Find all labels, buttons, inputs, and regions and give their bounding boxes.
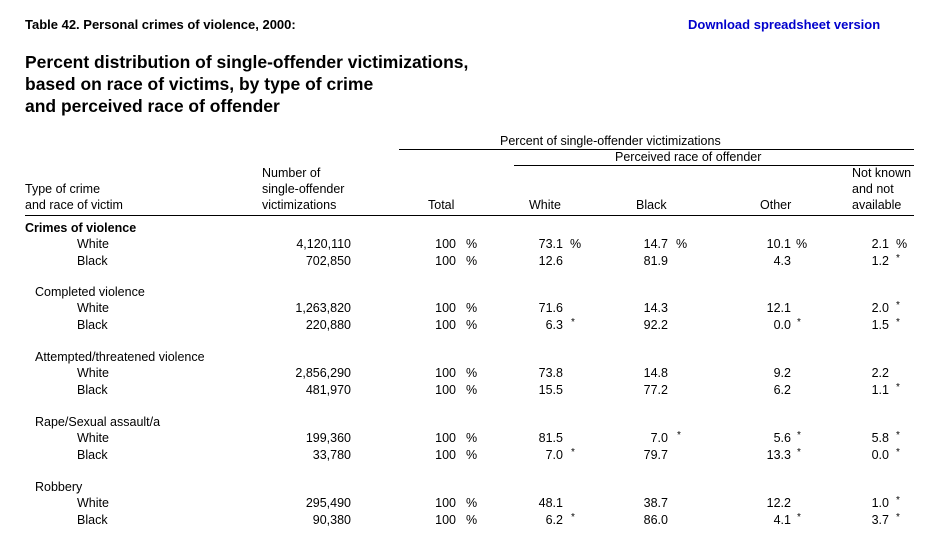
cell-white: 6.3 [545, 318, 563, 332]
section-label: Attempted/threatened violence [35, 350, 205, 364]
cell-black: 86.0 [643, 513, 668, 527]
footnote-marker: * [677, 430, 681, 441]
percent-sign: % [570, 237, 582, 251]
percent-sign: % [466, 448, 478, 462]
cell-total: 100 [435, 513, 456, 527]
section-label: Crimes of violence [25, 221, 137, 235]
header-type-of-crime [25, 181, 123, 213]
cell-number: 90,380 [312, 513, 351, 527]
page-title [25, 51, 468, 117]
cell-total: 100 [435, 237, 456, 251]
percent-sign: % [466, 383, 478, 397]
cell-total: 100 [435, 448, 456, 462]
cell-notknown: 2.0 [871, 301, 889, 315]
header-number [262, 165, 344, 213]
cell-total: 100 [435, 366, 456, 380]
percent-sign: % [466, 301, 478, 315]
cell-white: 73.8 [538, 366, 563, 380]
section-label: Robbery [35, 480, 83, 494]
percent-sign: % [466, 318, 478, 332]
footnote-marker: * [896, 253, 900, 264]
cell-white: 81.5 [538, 431, 563, 445]
percent-sign: % [796, 237, 808, 251]
victim-race: White [77, 431, 109, 445]
header-white: White [529, 198, 561, 212]
header-black: Black [636, 198, 667, 212]
footnote-marker: * [571, 317, 575, 328]
cell-black: 81.9 [643, 254, 668, 268]
cell-notknown: 1.5 [871, 318, 889, 332]
cell-notknown: 0.0 [871, 448, 889, 462]
percent-sign: % [466, 431, 478, 445]
cell-notknown: 1.2 [871, 254, 889, 268]
cell-other: 6.2 [773, 383, 791, 397]
cell-notknown: 1.0 [871, 496, 889, 510]
cell-black: 14.3 [643, 301, 668, 315]
percent-sign: % [466, 366, 478, 380]
cell-black: 77.2 [643, 383, 668, 397]
footnote-marker: * [797, 512, 801, 523]
cell-notknown: 1.1 [871, 383, 889, 397]
header-number-line-2: single-offender [262, 182, 345, 196]
cell-number: 33,780 [312, 448, 351, 462]
title-line-3: and perceived race of offender [25, 96, 280, 116]
footnote-marker: * [896, 317, 900, 328]
cell-notknown: 5.8 [871, 431, 889, 445]
section-label: Completed violence [35, 285, 145, 299]
footnote-marker: * [797, 317, 801, 328]
cell-other: 9.2 [773, 366, 791, 380]
victim-race: Black [77, 254, 108, 268]
cell-number: 295,490 [305, 496, 351, 510]
cell-black: 14.8 [643, 366, 668, 380]
cell-other: 10.1 [766, 237, 791, 251]
header-type-line-2: and race of victim [25, 198, 123, 212]
cell-white: 7.0 [545, 448, 563, 462]
header-number-line-1: Number of [262, 166, 321, 180]
cell-number: 199,360 [305, 431, 351, 445]
table-label: Table 42. Personal crimes of violence, 2000: [25, 17, 296, 32]
footnote-marker: * [571, 447, 575, 458]
percent-sign: % [466, 513, 478, 527]
cell-number: 1,263,820 [295, 301, 351, 315]
cell-other: 4.1 [773, 513, 791, 527]
victim-race: Black [77, 318, 108, 332]
cell-total: 100 [435, 431, 456, 445]
cell-black: 7.0 [650, 431, 668, 445]
header-subspanner: Perceived race of offender [615, 150, 762, 164]
header-type-line-1: Type of crime [25, 182, 101, 196]
header-notknown-line-1: Not known [852, 166, 912, 180]
percent-sign: % [676, 237, 688, 251]
victim-race: Black [77, 383, 108, 397]
cell-black: 14.7 [643, 237, 668, 251]
footnote-marker: * [797, 447, 801, 458]
cell-number: 4,120,110 [296, 237, 351, 251]
cell-number: 481,970 [305, 383, 351, 397]
victim-race: Black [77, 448, 108, 462]
victim-race: White [77, 237, 109, 251]
title-line-2: based on race of victims, by type of crime [25, 74, 374, 94]
header-spanner: Percent of single-offender victimizations [500, 134, 721, 148]
cell-white: 48.1 [538, 496, 563, 510]
header-notknown-line-2: and not [852, 182, 894, 196]
victim-race: White [77, 366, 109, 380]
footnote-marker: * [896, 382, 900, 393]
header-total: Total [428, 198, 455, 212]
cell-number: 2,856,290 [295, 366, 351, 380]
footnote-marker: * [896, 447, 900, 458]
cell-other: 0.0 [773, 318, 791, 332]
percent-sign: % [466, 496, 478, 510]
cell-other: 12.1 [766, 301, 791, 315]
cell-other: 13.3 [766, 448, 791, 462]
header-bottom-rule [25, 215, 914, 216]
download-spreadsheet-link[interactable]: Download spreadsheet version [688, 17, 881, 32]
victim-race: White [77, 496, 109, 510]
cell-total: 100 [435, 383, 456, 397]
victim-race: White [77, 301, 109, 315]
footnote-marker: * [896, 495, 900, 506]
cell-notknown: 2.2 [871, 366, 889, 380]
header-not-known [852, 165, 911, 213]
header-number-line-3: victimizations [262, 198, 337, 212]
cell-black: 38.7 [643, 496, 668, 510]
footnote-marker: * [896, 300, 900, 311]
cell-black: 92.2 [643, 318, 668, 332]
cell-number: 702,850 [305, 254, 351, 268]
cell-white: 73.1 [538, 237, 563, 251]
cell-total: 100 [435, 254, 456, 268]
cell-notknown: 2.1 [871, 237, 889, 251]
cell-white: 15.5 [538, 383, 563, 397]
cell-other: 4.3 [773, 254, 791, 268]
cell-black: 79.7 [643, 448, 668, 462]
header-notknown-line-3: available [852, 198, 902, 212]
cell-other: 12.2 [766, 496, 791, 510]
cell-number: 220,880 [305, 318, 351, 332]
cell-total: 100 [435, 318, 456, 332]
cell-other: 5.6 [773, 431, 791, 445]
footnote-marker: * [571, 512, 575, 523]
cell-white: 71.6 [538, 301, 563, 315]
footnote-marker: * [797, 430, 801, 441]
percent-sign: % [466, 254, 478, 268]
footnote-marker: * [896, 512, 900, 523]
percent-sign: % [466, 237, 478, 251]
cell-white: 6.2 [545, 513, 563, 527]
title-line-1: Percent distribution of single-offender victimizations, [25, 52, 469, 72]
header-other: Other [760, 198, 792, 212]
section-label: Rape/Sexual assault/a [35, 415, 161, 429]
cell-total: 100 [435, 301, 456, 315]
percent-sign: % [896, 237, 908, 251]
footnote-marker: * [896, 430, 900, 441]
victim-race: Black [77, 513, 108, 527]
cell-white: 12.6 [538, 254, 563, 268]
cell-notknown: 3.7 [871, 513, 889, 527]
cell-total: 100 [435, 496, 456, 510]
